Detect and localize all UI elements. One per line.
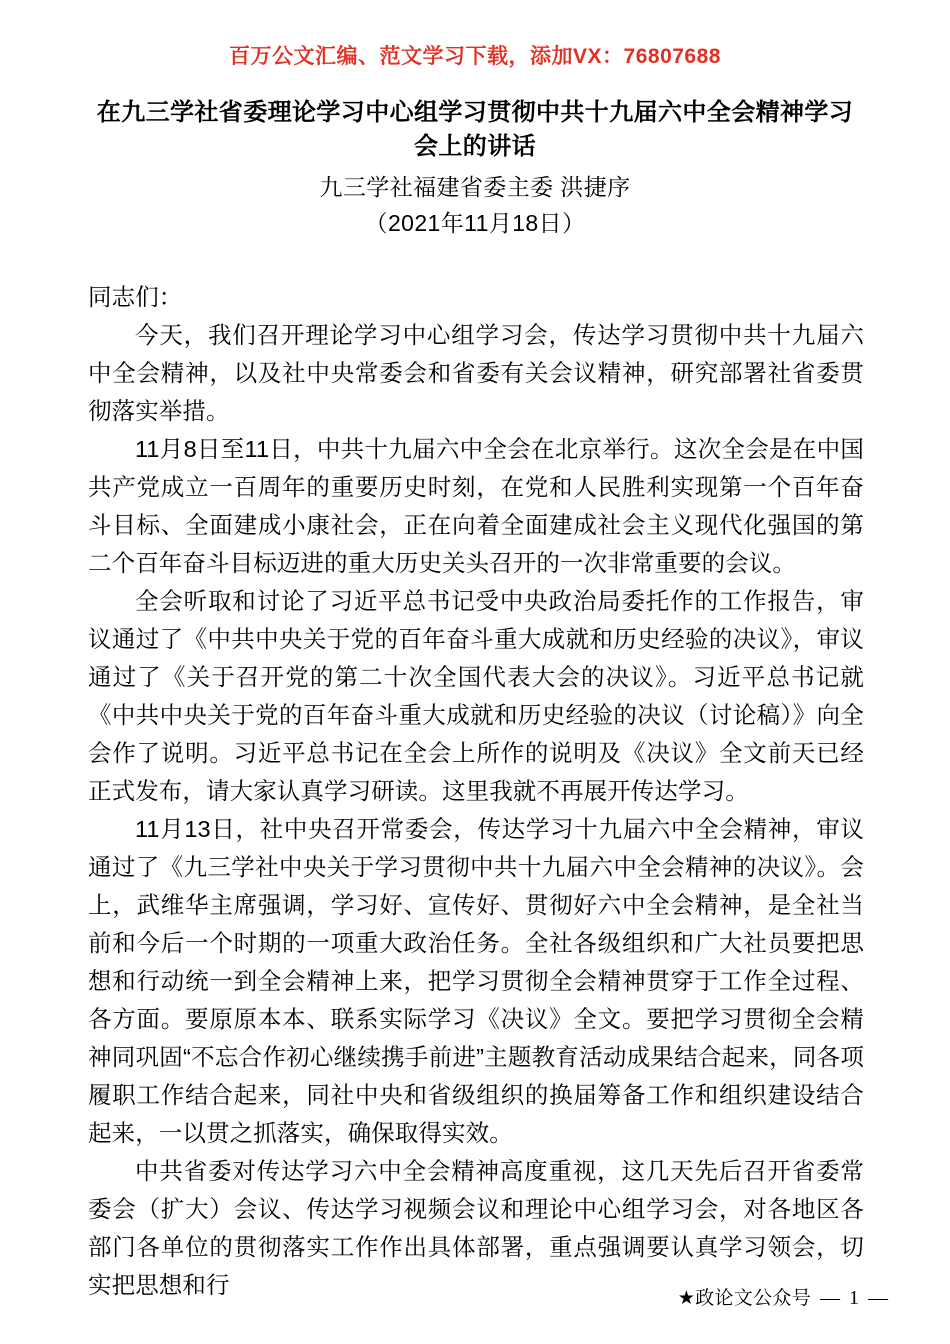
title-block <box>88 96 862 240</box>
document-byline: 九三学社福建省委主委 洪捷序 <box>319 174 631 200</box>
body-paragraph: 全会听取和讨论了习近平总书记受中央政治局委托作的工作报告，审议通过了《中共中央关于党的百年奋斗重大成就和历史经验的决议》，审议通过了《关于召开党的第二十次全国代表大会的决议》。习近平总书记就《中共中央关于党的百年奋斗重大成就和历史经验的决议（讨论稿）》向全会作了说明。习近平总书记在全会上所作的说明及《决议》全文前天已经正式发布，请大家认真学习研读。这里我就不再展开传达学习。 <box>88 588 864 804</box>
body-paragraph: 同志们： <box>88 284 183 310</box>
body-paragraph: 今天，我们召开理论学习中心组学习会，传达学习贯彻中共十九届六中全会精神，以及社中央常委会和省委有关会议精神，研究部署社省委贯彻落实举措。 <box>88 322 864 424</box>
body-paragraph: 中共省委对传达学习六中全会精神高度重视，这几天先后召开省委常委会（扩大）会议、传达学习视频会议和理论中心组学习会，对各地区各部门各单位的贯彻落实工作作出具体部署，重点强调要认真学习领会，切实把思想和行 <box>88 1158 864 1298</box>
document-date: （2021年11月18日） <box>364 210 586 236</box>
promo-banner-text: 百万公文汇编、范文学习下载，添加VX：76807688 <box>229 45 721 68</box>
body-paragraph: 11月8日至11日，中共十九届六中全会在北京举行。这次全会是在中国共产党成立一百周年的重要历史时刻，在党和人民胜利实现第一个百年奋斗目标、全面建成小康社会，正在向着全面建成社会主义现代化强国的第二个百年奋斗目标迈进的重大历史关头召开的一次非常重要的会议。 <box>88 436 864 576</box>
body-paragraph: 11月13日，社中央召开常委会，传达学习十九届六中全会精神，审议通过了《九三学社中央关于学习贯彻中共十九届六中全会精神的决议》。会上，武维华主席强调，学习好、宣传好、贯彻好六中全会精神，是全社当前和今后一个时期的一项重大政治任务。全社各级组织和广大社员要把思想和行动统一到全会精神上来，把学习贯彻全会精神贯穿于工作全过程、各方面。要原原本本、联系实际学习《决议》全文。要把学习贯彻全会精神同巩固“不忘合作初心继续携手前进”主题教育活动成果结合起来，同各项履职工作结合起来，同社中央和省级组织的换届筹备工作和组织建设结合起来，一以贯之抓落实，确保取得实效。 <box>88 816 864 1146</box>
footer-content <box>678 1283 890 1310</box>
page-title: 在九三学社省委理论学习中心组学习贯彻中共十九届六中全会精神学习会上的讲话 <box>96 99 854 160</box>
document-body <box>88 278 864 1304</box>
page-number: — 1 — <box>820 1287 890 1309</box>
publisher-mark: ★政论文公众号 <box>677 1288 811 1309</box>
